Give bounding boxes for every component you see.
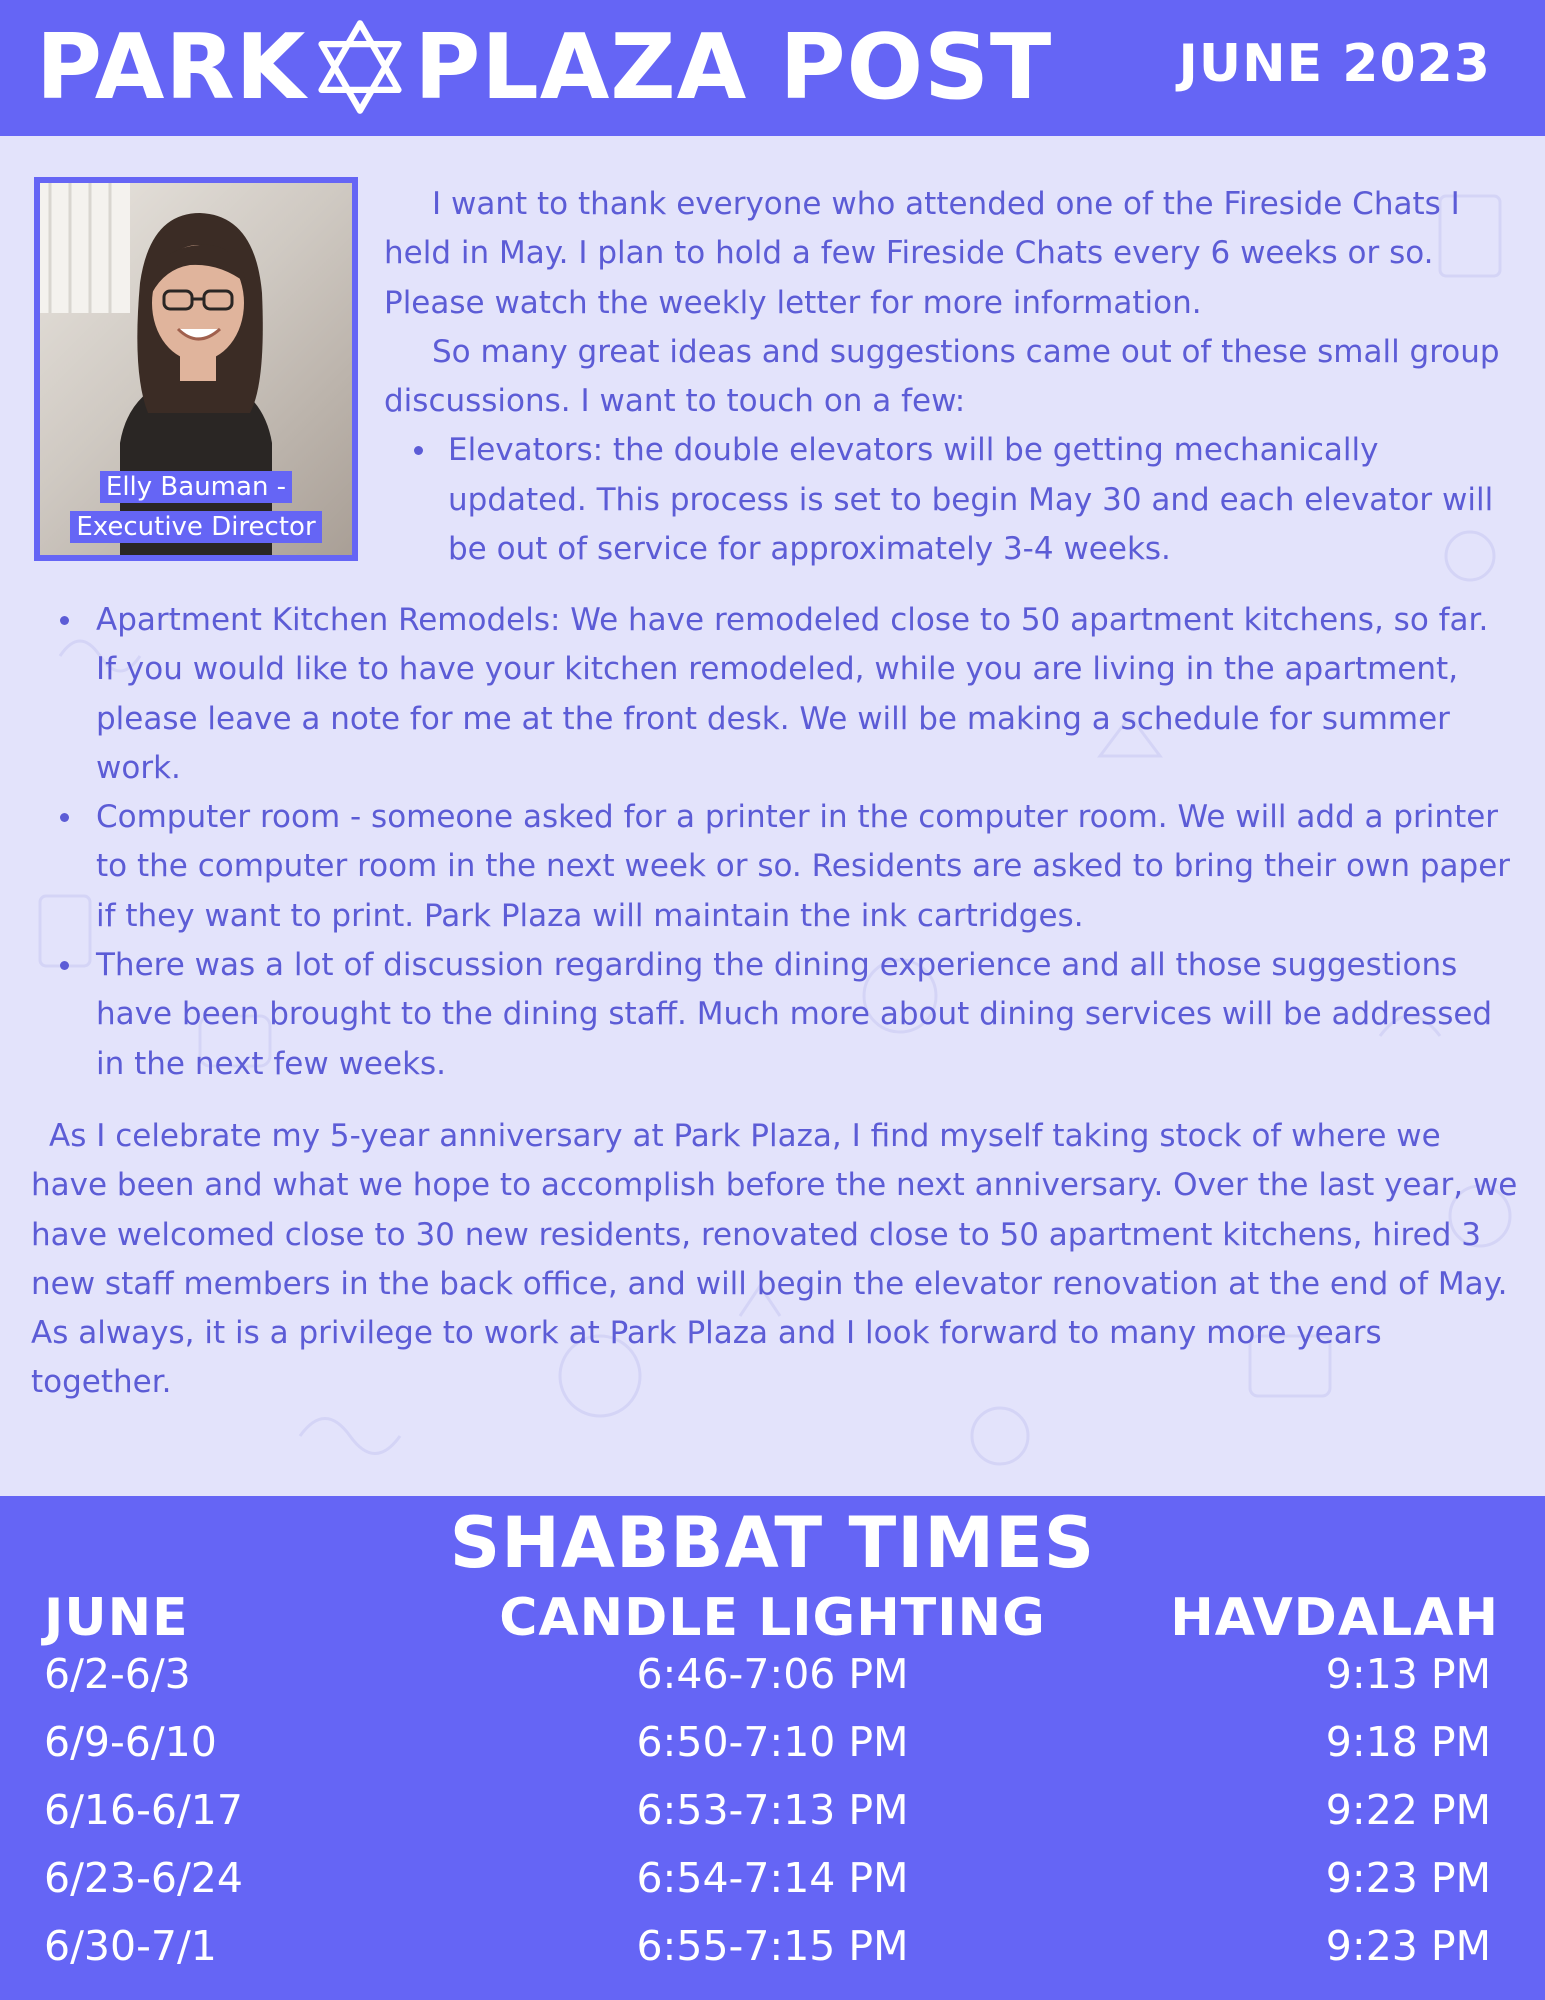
row-havdalah: 9:23 PM: [1325, 1922, 1491, 1970]
table-row: [0, 1786, 1545, 1854]
intro-paragraph-2: So many great ideas and suggestions came out of these small group discussions. I want to touch on a few:: [384, 333, 1500, 420]
closing-paragraph-2: As always, it is a privilege to work at Park Plaza and I look forward to many more years together.: [31, 1315, 1382, 1401]
table-row: [0, 1718, 1545, 1786]
row-havdalah: 9:18 PM: [1325, 1718, 1491, 1766]
star-of-david-icon: [308, 15, 412, 119]
masthead: [0, 0, 1545, 136]
bullet-kitchen-remodels: Apartment Kitchen Remodels: We have remodeled close to 50 apartment kitchens, so far. If you would like to have your kitchen remodeled, while you are living in the apartment, please leave a note for me at the front desk. We will be making a schedule for summer work.: [32, 596, 1512, 793]
shabbat-title: SHABBAT TIMES: [449, 1502, 1096, 1584]
issue-date: JUNE 2023: [1178, 34, 1491, 94]
row-candle-lighting: 6:46-7:06 PM: [636, 1650, 909, 1698]
update-bullet-list: [32, 596, 1512, 1089]
title-right: PLAZA POST: [414, 14, 1053, 120]
column-header-havdalah: HAVDALAH: [1170, 1588, 1499, 1648]
shabbat-times-section: [0, 1496, 1545, 2000]
row-dates: 6/23-6/24: [44, 1854, 243, 1902]
letter-closing: [31, 1112, 1521, 1408]
row-dates: 6/9-6/10: [44, 1718, 217, 1766]
intro-bullet-list: [384, 426, 1514, 574]
title-left: PARK: [36, 14, 307, 120]
director-photo: [40, 183, 352, 555]
caption-name: Elly Bauman -: [100, 471, 292, 503]
table-row: [0, 1650, 1545, 1718]
table-row: [0, 1922, 1545, 1990]
bullet-elevators: Elevators: the double elevators will be getting mechanically updated. This process is set to begin May 30 and each elevator will be out of service for approximately 3-4 weeks.: [384, 426, 1514, 574]
intro-paragraph-1: I want to thank everyone who attended one of the Fireside Chats I held in May. I plan to hold a few Fireside Chats every 6 weeks or so. Please watch the weekly letter for more information.: [384, 186, 1460, 321]
row-candle-lighting: 6:54-7:14 PM: [636, 1854, 909, 1902]
director-photo-frame: [34, 177, 358, 561]
newsletter-title: [36, 12, 1052, 122]
row-havdalah: 9:22 PM: [1325, 1786, 1491, 1834]
photo-caption: [62, 467, 330, 547]
row-dates: 6/30-7/1: [44, 1922, 217, 1970]
column-header-month: JUNE: [44, 1588, 189, 1648]
row-candle-lighting: 6:50-7:10 PM: [636, 1718, 909, 1766]
row-havdalah: 9:23 PM: [1325, 1854, 1491, 1902]
row-candle-lighting: 6:55-7:15 PM: [636, 1922, 909, 1970]
caption-role: Executive Director: [70, 511, 321, 543]
column-header-candle-lighting: CANDLE LIGHTING: [499, 1588, 1046, 1648]
row-havdalah: 9:13 PM: [1325, 1650, 1491, 1698]
closing-paragraph-1: As I celebrate my 5-year anniversary at Park Plaza, I find myself taking stock of where we have been and what we hope to accomplish before the next anniversary. Over the last year, we have welcomed close to 30 new residents, renovated close to 50 apartment kitchens, hired 3 new staff members in the back office, and will begin the elevator renovation at the end of May.: [31, 1118, 1518, 1302]
table-row: [0, 1854, 1545, 1922]
row-candle-lighting: 6:53-7:13 PM: [636, 1786, 909, 1834]
letter-intro: [384, 180, 1514, 574]
row-dates: 6/2-6/3: [44, 1650, 191, 1698]
row-dates: 6/16-6/17: [44, 1786, 243, 1834]
bullet-dining: There was a lot of discussion regarding the dining experience and all those suggestions have been brought to the dining staff. Much more about dining services will be addressed in the next few weeks.: [32, 941, 1512, 1089]
bullet-computer-room: Computer room - someone asked for a printer in the computer room. We will add a printer to the computer room in the next week or so. Residents are asked to bring their own paper if they want to print. Park Plaza will maintain the ink cartridges.: [32, 793, 1512, 941]
